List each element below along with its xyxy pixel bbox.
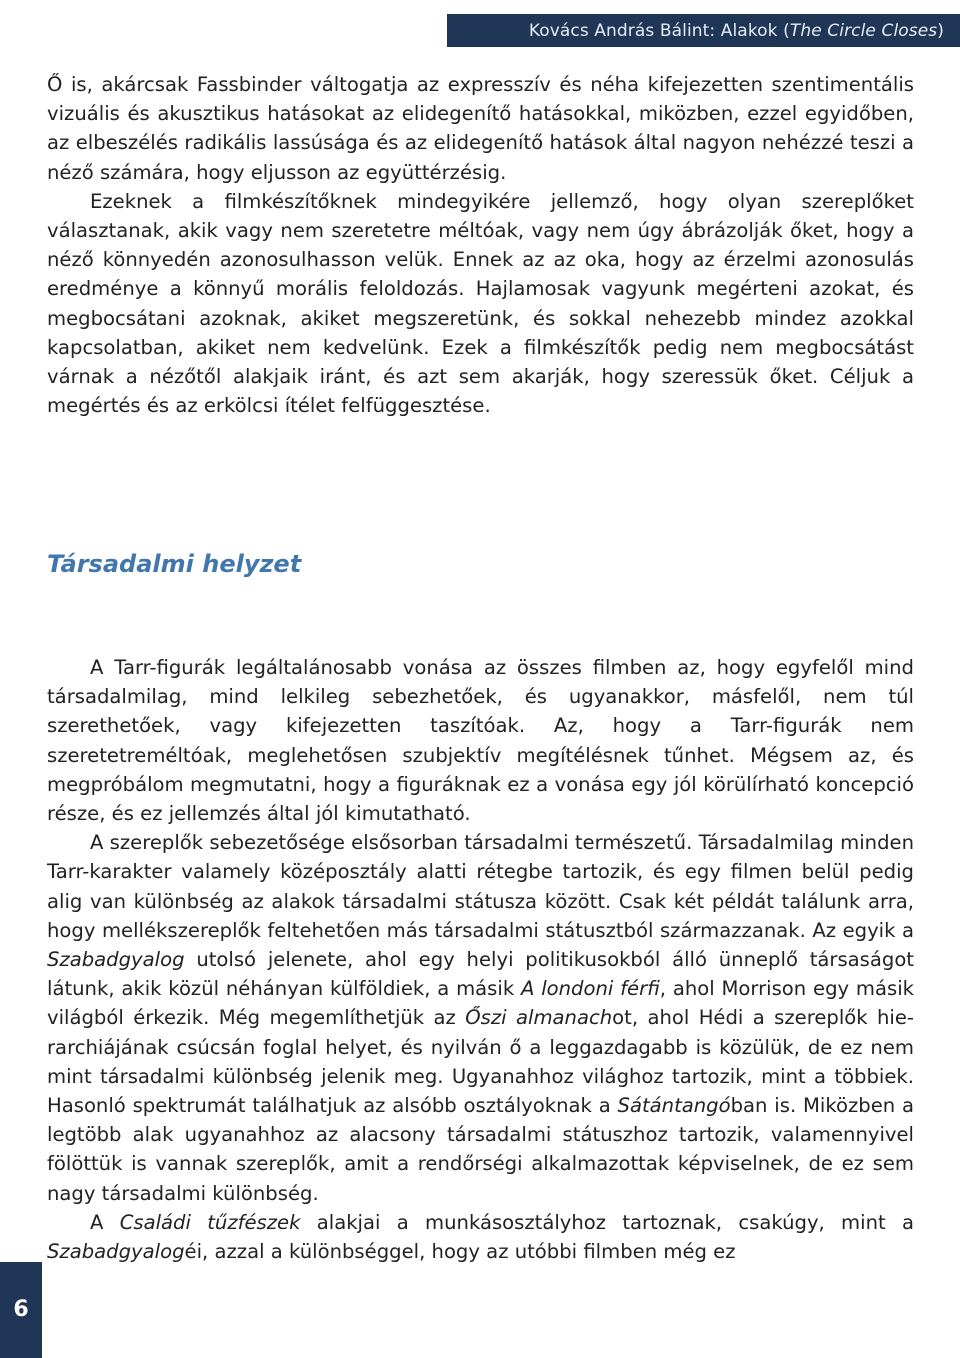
text-run: A — [90, 1210, 120, 1234]
text-run: ot, ahol Hédi a szereplők hierarchiájának csúcsán foglal helyet, és nyilván ő a leggazdagabb is közülük, de ez nem mint társadalmi különbség jelenik meg. Ugyanahhoz világhoz tartozik, mint a többiek. Hasonló spektrumát találhatjuk az alsóbb osztályoknak a — [47, 1006, 914, 1118]
running-header — [447, 14, 960, 47]
header-author-title: Kovács András Bálint: Alakok ( — [528, 21, 790, 41]
paragraph — [47, 828, 914, 1208]
text-run: éi, azzal a különbséggel, hogy az utóbbi filmben még ez — [184, 1240, 736, 1264]
section-heading: Társadalmi helyzet — [47, 550, 302, 578]
header-text — [529, 21, 944, 41]
paragraph: Ő is, akárcsak Fassbinder váltogatja az expresszív és néha kifejezetten szentimentális vizuális és akusztikus hatásokat az elidegenítő hatásokkal, miközben, ezzel egyidőben, az elbeszélés radikális lassúsága és az elidegenítő hatások által nagyon nehézzé teszi a néző számára, hogy eljusson az együttérzésig. — [47, 73, 914, 184]
text-run: utolsó jelenete, ahol egy helyi politikusokból álló ünneplő társaságot látunk, akik közül néhányan külföldiek, a másik — [47, 948, 914, 1001]
film-title: Őszi almanach — [465, 1006, 613, 1030]
text-run: alakjai a munkásosztályhoz tartoznak, csakúgy, mint a — [300, 1210, 914, 1234]
text-run: A szereplők sebezetősége elsősorban társadalmi természetű. Társadalmilag minden Tarr-karakter valamely középosztály alatti rétegbe tartozik, és egy filmen belül pedig alig van különbség az alakok társadalmi státusza között. Csak két példát találunk arra, hogy mellékszereplők feltehetően más társadalmi státusztból származzanak. Az egyik a — [47, 831, 914, 942]
film-title: Szabadgyalog — [47, 948, 185, 972]
paragraph — [47, 1208, 914, 1266]
header-close-paren: ) — [937, 21, 944, 41]
section1-body — [47, 70, 914, 420]
page-number: 6 — [13, 1297, 29, 1322]
header-book-title: The Circle Closes — [789, 21, 938, 41]
text-run: , ahol Morrison egy másik világból érkezik. Még megemlíthetjük az — [47, 977, 914, 1030]
paragraph: Ezeknek a filmkészítőknek mindegyikére jellemző, hogy olyan szereplőket választanak, akik vagy nem szeretetre méltóak, vagy nem úgy ábrázolják őket, hogy a néző könnyedén azonosulhasson velük. Ennek az az oka, hogy az érzelmi azonosulás eredménye a könnyű morális feloldozás. Hajlamosak vagyunk megérteni azokat, és megbocsátani azoknak, akiket megszeretünk, és sokkal nehezebb mindez azokkal kapcsolatban, akiket nem kedvelünk. Ezek a filmkészítők pedig nem megbocsátást várnak a nézőtől alakjaik iránt, és azt sem akarják, hogy szeressük őket. Céljuk a megértés és az erkölcsi ítélet felfüggesztése. — [47, 189, 914, 418]
film-title: Sátántangó — [617, 1094, 731, 1118]
section2-body — [47, 653, 914, 1266]
text-run: ban is. Miközben a legtöbb alak ugyanahhoz az alacsony társadalmi státuszhoz tartozik, valamennyivel fölöttük is vannak szereplők, amit a rendőrségi alkalmazottak képviselnek, de ez sem nagy társadalmi különbség. — [47, 1094, 914, 1205]
paragraph: A Tarr-figurák legáltalánosabb vonása az összes filmben az, hogy egyfelől mind társadalmilag, mind lelkileg sebezhetőek, és ugyanakkor, másfelől, nem túl szerethetőek, vagy kifejezetten taszítóak. Az, hogy a Tarr-figurák nem szeretetreméltóak, meglehetősen szubjektív megítélésnek tűnhet. Mégsem az, és megpróbálom megmutatni, hogy a figuráknak ez a vonása egy jól körülírható koncepció része, és ez jellemzés által jól kimutatható. — [47, 656, 914, 826]
film-title: Családi tűzfészek — [119, 1210, 301, 1234]
film-title: Szabadgyalog — [47, 1240, 185, 1264]
film-title: A londoni férfi — [520, 977, 660, 1001]
